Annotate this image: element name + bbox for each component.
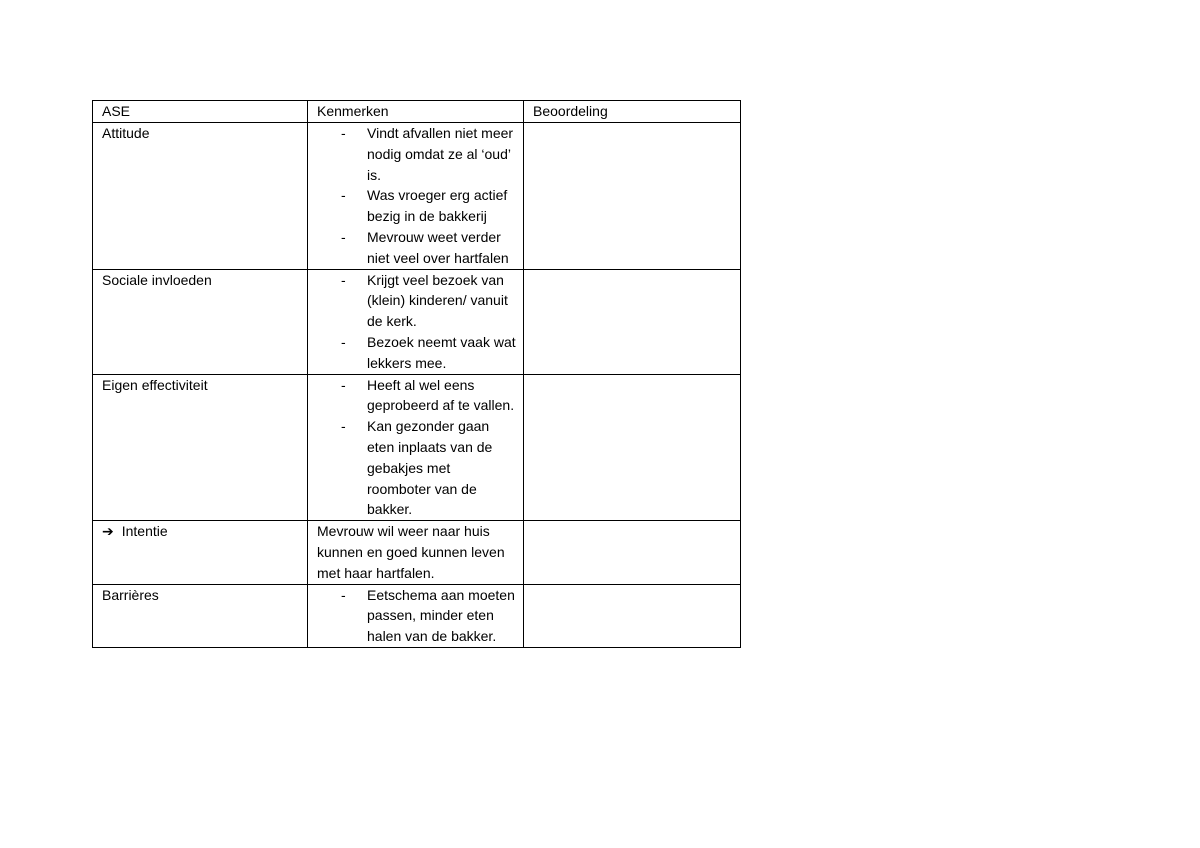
- ase-table: [92, 100, 741, 648]
- ase-cell: Sociale invloeden: [93, 269, 308, 374]
- beoordeling-cell: [524, 374, 741, 521]
- ase-label: Intentie: [121, 523, 168, 540]
- list-item: - Mevrouw weet verder niet veel over hartfalen: [367, 227, 517, 269]
- ase-cell: Barrières: [93, 584, 308, 647]
- list-item: - Kan gezonder gaan eten inplaats van de gebakjes met roomboter van de bakker.: [367, 416, 517, 520]
- beoordeling-cell: [524, 123, 741, 270]
- kenmerken-cell: [308, 269, 524, 374]
- beoordeling-cell: [524, 521, 741, 584]
- table-row-eigen-effectiviteit: [93, 374, 741, 521]
- kenmerken-cell: [308, 123, 524, 270]
- kenmerken-cell: [308, 374, 524, 521]
- header-beoordeling: Beoordeling: [524, 101, 741, 123]
- kenmerken-list: [317, 585, 517, 647]
- table-row-sociale-invloeden: [93, 269, 741, 374]
- table-row-intentie: [93, 521, 741, 584]
- list-item: - Bezoek neemt vaak wat lekkers mee.: [367, 332, 517, 374]
- list-item: - Was vroeger erg actief bezig in de bakkerij: [367, 185, 517, 227]
- kenmerken-list: [317, 375, 517, 521]
- kenmerken-list: [317, 123, 517, 269]
- kenmerken-list: [317, 270, 517, 374]
- ase-cell: Eigen effectiviteit: [93, 374, 308, 521]
- list-item: - Krijgt veel bezoek van (klein) kinderen/ vanuit de kerk.: [367, 270, 517, 332]
- beoordeling-cell: [524, 269, 741, 374]
- ase-cell: [93, 521, 308, 584]
- list-item: - Heeft al wel eens geprobeerd af te vallen.: [367, 375, 517, 417]
- header-ase: ASE: [93, 101, 308, 123]
- kenmerken-cell: [308, 584, 524, 647]
- table-row-attitude: [93, 123, 741, 270]
- ase-cell: Attitude: [93, 123, 308, 270]
- header-kenmerken: Kenmerken: [308, 101, 524, 123]
- arrow-right-icon: ➔: [102, 523, 114, 540]
- list-item: - Vindt afvallen niet meer nodig omdat ze al ‘oud’ is.: [367, 123, 517, 185]
- beoordeling-cell: [524, 584, 741, 647]
- kenmerken-cell: Mevrouw wil weer naar huis kunnen en goed kunnen leven met haar hartfalen.: [308, 521, 524, 584]
- list-item: - Eetschema aan moeten passen, minder eten halen van de bakker.: [367, 585, 517, 647]
- table-row-barrieres: [93, 584, 741, 647]
- table-header-row: [93, 101, 741, 123]
